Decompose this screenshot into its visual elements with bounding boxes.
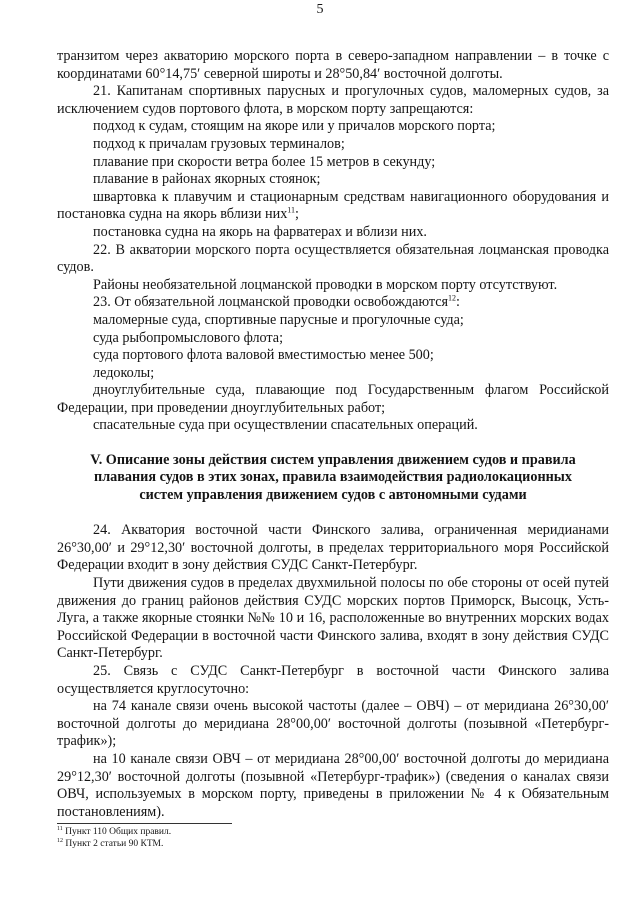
footnote-mark: 12 — [57, 837, 63, 844]
list-item-21-4: плавание в районах якорных стоянок; — [93, 171, 321, 188]
footnote-text: Пункт 110 Общих правил. — [62, 827, 172, 837]
footnote-text: Пункт 2 статьи 90 КТМ. — [63, 839, 164, 849]
section-heading: V. Описание зоны действия систем управления движением судов и правила плавания судов в этих зонах, правила взаимодействия радиолокационных систем управления движением судов с автономными судами — [90, 452, 576, 503]
list-item-21-5 — [57, 189, 609, 224]
list-item-23-6: спасательные суда при осуществлении спасательных операций. — [93, 417, 478, 434]
list-item-23-1: маломерные суда, спортивные парусные и прогулочные суда; — [93, 311, 464, 328]
list-item-23-3: суда портового флота валовой вместимостью менее 500; — [93, 347, 434, 364]
list-item-21-2: подход к причалам грузовых терминалов; — [93, 135, 345, 152]
paragraph-22: 22. В акватории морского порта осуществляется обязательная лоцманская проводка судов. — [57, 241, 609, 276]
paragraph-22b: Районы необязательной лоцманской проводки в морском порту отсутствуют. — [93, 276, 558, 293]
paragraph-25a: на 74 канале связи очень высокой частоты (далее – ОВЧ) – от меридиана 26°30,00′ восточной долготы до меридиана 28°00,00′ восточной долготы (позывной «Петербург-трафик»); — [57, 698, 609, 750]
list-item-21-5-end: ; — [295, 206, 299, 223]
footnote-12 — [57, 838, 171, 850]
list-item-21-3: плавание при скорости ветра более 15 метров в секунду; — [93, 153, 436, 170]
document-body — [57, 48, 609, 821]
footnote-11 — [57, 826, 171, 838]
list-item-21-1: подход к судам, стоящим на якоре или у причалов морского порта; — [93, 118, 496, 135]
list-item-23-4: ледоколы; — [93, 364, 155, 381]
paragraph-24: 24. Акватория восточной части Финского залива, ограниченная меридианами 26°30,00′ и 29°12,30′ восточной долготы, в пределах территориального моря Российской Федерации входит в зону действия СУДС Санкт-Петербург. — [57, 522, 609, 574]
list-item-21-6: постановка судна на якорь на фарватерах и вблизи них. — [93, 223, 427, 240]
list-item-21-5-text: швартовка к плавучим и стационарным средствам навигационного оборудования и постановка судна на якорь вблизи них — [57, 188, 609, 223]
paragraph-24b: Пути движения судов в пределах двухмильной полосы по обе стороны от осей путей движения до границ районов действия СУДС морских портов Приморск, Высоцк, Усть-Луга, а также якорные стоянки №№ 10 и 16, расположенные во внутренних морских водах Российской Федерации в восточной части Финского залива, входят в зону действия СУДС Санкт-Петербург. — [57, 575, 609, 662]
footnote-divider — [57, 823, 232, 824]
list-item-23-5: дноуглубительные суда, плавающие под Государственным флагом Российской Федерации, при проведении дноуглубительных работ; — [57, 382, 609, 416]
footnote-ref-11: 11 — [287, 205, 295, 215]
page-number: 5 — [316, 2, 324, 17]
paragraph-25: 25. Связь с СУДС Санкт-Петербург в восточной части Финского залива осуществляется круглосуточно: — [57, 663, 609, 697]
paragraph-transit: транзитом через акваторию морского порта в северо-западном направлении – в точке с координатами 60°14,75′ северной широты и 28°50,84′ восточной долготы. — [57, 48, 609, 82]
paragraph-25b: на 10 канале связи ОВЧ – от меридиана 28°00,00′ восточной долготы до меридиана 29°12,30′ восточной долготы (позывной «Петербург-трафик») (сведения о каналах связи ОВЧ, используемых в морском порту, приведены в приложении № 4 к Обязательным постановлениям). — [57, 751, 609, 820]
footnote-ref-12: 12 — [448, 293, 457, 303]
paragraph-23-text: 23. От обязательной лоцманской проводки освобождаются — [93, 294, 449, 311]
paragraph-23 — [57, 294, 609, 312]
list-item-23-2: суда рыбопромыслового флота; — [93, 329, 284, 346]
footnotes — [57, 826, 171, 850]
footnote-mark: 11 — [57, 825, 63, 832]
paragraph-23-end: : — [456, 294, 460, 311]
paragraph-21: 21. Капитанам спортивных парусных и прогулочных судов, маломерных судов, за исключением судов портового флота, в морском порту запрещаются: — [57, 83, 609, 117]
